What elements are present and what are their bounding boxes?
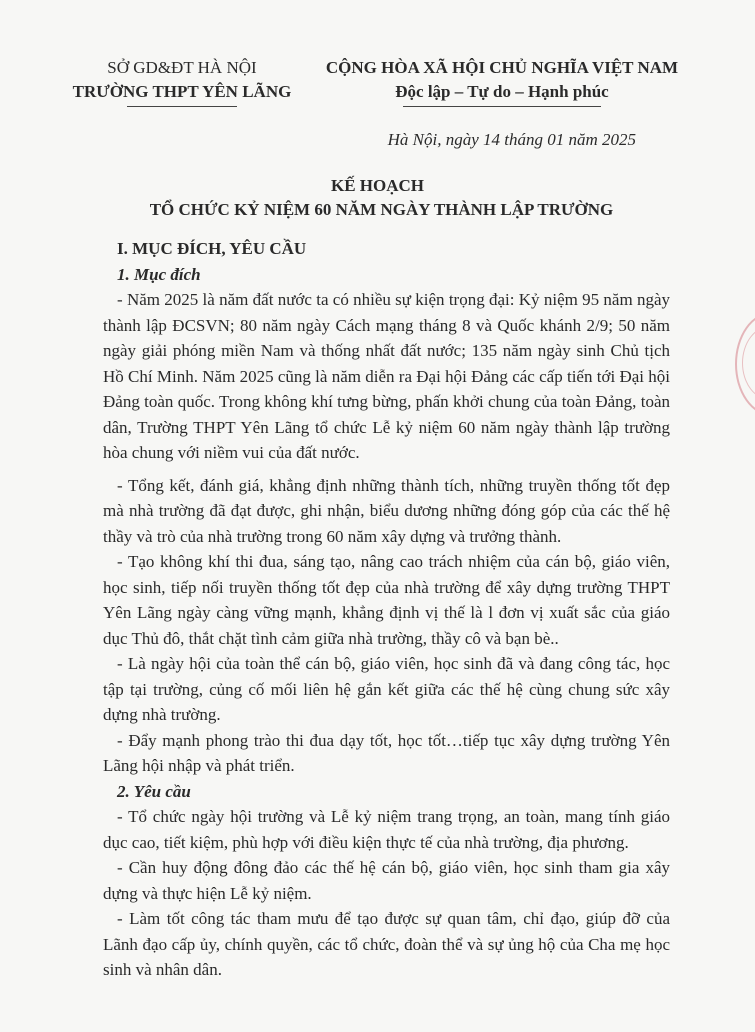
section-heading: I. MỤC ĐÍCH, YÊU CẦU [117, 239, 307, 258]
subsection-heading-requirements: 2. Yêu cầu [117, 781, 191, 801]
paragraph: - Làm tốt công tác tham mưu để tạo được sự quan tâm, chỉ đạo, giúp đỡ của Lãnh đạo cấp ủy, chính quyền, các tổ chức, đoàn thể và sự ủng hộ của Cha mẹ học sinh và nhân dân. [103, 909, 670, 979]
title-line-2: TỔ CHỨC KỶ NIỆM 60 NĂM NGÀY THÀNH LẬP TRƯỜNG [149, 200, 614, 219]
paragraph: - Cần huy động đông đảo các thế hệ cán bộ, giáo viên, học sinh tham gia xây dựng và thực hiện Lễ kỷ niệm. [103, 858, 670, 903]
paragraph: - Đẩy mạnh phong trào thi đua dạy tốt, học tốt…tiếp tục xây dựng trường Yên Lãng hội nhập và phát triển. [103, 730, 670, 775]
title-line-1: KẾ HOẠCH [330, 176, 425, 195]
document-title [0, 174, 755, 222]
national-motto: Độc lập – Tự do – Hạnh phúc [395, 82, 609, 101]
document-body [103, 236, 670, 983]
date-line: Hà Nội, ngày 14 tháng 01 năm 2025 [387, 130, 636, 149]
paragraph: - Năm 2025 là năm đất nước ta có nhiều sự kiện trọng đại: Kỷ niệm 95 năm ngày thành lập ĐCSVN; 80 năm ngày Cách mạng tháng 8 và Quốc khánh 2/9; 50 năm ngày giải phóng miền Nam và thống nhất đất nước; 135 năm ngày sinh Chủ tịch Hồ Chí Minh. Năm 2025 cũng là năm diễn ra Đại hội Đảng các cấp tiến tới Đại hội Đảng toàn quốc. Trong không khí tưng bừng, phấn khởi chung của toàn Đảng, toàn dân, Trường THPT Yên Lãng tổ chức Lễ kỷ niệm 60 năm ngày thành lập trường hòa chung với niềm vui của đất nước. [103, 290, 670, 462]
issuing-authority [52, 56, 312, 107]
paragraph: - Là ngày hội của toàn thể cán bộ, giáo viên, học sinh đã và đang công tác, học tập tại trường, củng cố mối liên hệ gắn kết giữa các thế hệ cùng chung sức xây dựng nhà trường. [103, 654, 670, 724]
department-name: SỞ GD&ĐT HÀ NỘI [107, 58, 257, 77]
subsection-heading-purpose: 1. Mục đích [117, 264, 201, 284]
school-name: TRƯỜNG THPT YÊN LÃNG [72, 82, 292, 101]
motto-underline [403, 106, 601, 107]
nation-name: CỘNG HÒA XÃ HỘI CHỦ NGHĨA VIỆT NAM [325, 58, 679, 77]
paragraph: - Tổ chức ngày hội trường và Lễ kỷ niệm trang trọng, an toàn, mang tính giáo dục cao, tiết kiệm, phù hợp với điều kiện thực tế của nhà trường, địa phương. [103, 807, 670, 852]
paragraph: - Tổng kết, đánh giá, khẳng định những thành tích, những truyền thống tốt đẹp mà nhà trường đã đạt được, ghi nhận, biểu dương những đóng góp của các thế hệ thầy và trò của nhà trường trong 60 năm xây dựng và trưởng thành. [103, 475, 670, 546]
national-header [304, 56, 700, 107]
paragraph: - Tạo không khí thi đua, sáng tạo, nâng cao trách nhiệm của cán bộ, giáo viên, học sinh, tiếp nối truyền thống tốt đẹp của nhà trường để xây dựng trường THPT Yên Lãng ngày càng vững mạnh, khẳng định vị thế là l đơn vị xuất sắc của giáo dục Thủ đô, thắt chặt tình cảm giữa nhà trường, thầy cô và bạn bè.. [103, 552, 670, 648]
school-underline [127, 106, 237, 107]
